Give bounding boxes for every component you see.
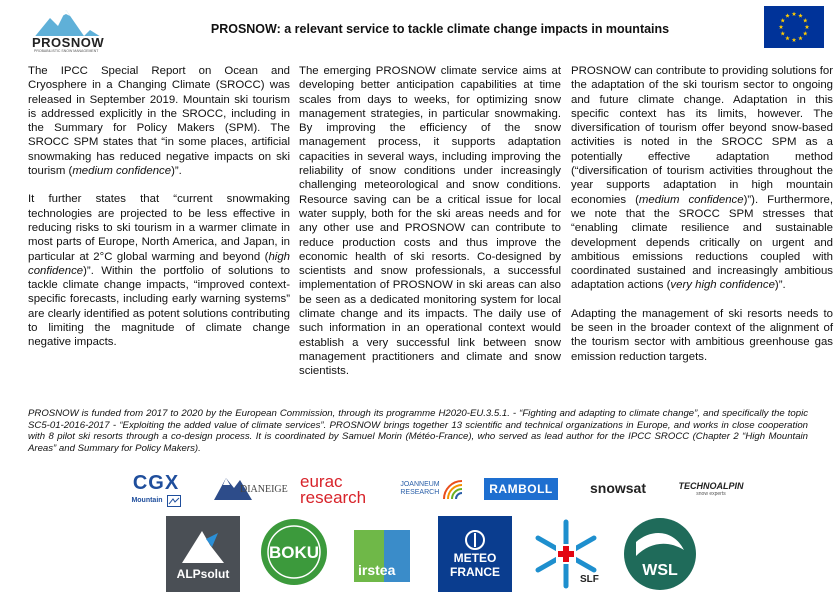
eu-flag-icon xyxy=(764,6,824,48)
prosnow-logo-tagline: PROBABILISTIC SNOW MANAGEMENT xyxy=(34,49,99,53)
prosnow-logo xyxy=(28,6,110,54)
eu-star-icon xyxy=(792,38,797,42)
eu-star-icon xyxy=(780,18,785,22)
alpsolut-mountain-icon xyxy=(178,527,228,567)
meteo-france-emblem-icon xyxy=(464,529,486,551)
irstea-logo xyxy=(354,530,410,582)
paragraph xyxy=(571,307,833,364)
body-text: Adapting the management of ski resorts needs to be seen in the broader context of the alignment of the tourism sector with ambitious greenhouse gas emission reduction targets. xyxy=(571,307,833,363)
paragraph xyxy=(299,64,561,379)
snowsat-logo xyxy=(584,476,652,500)
eu-star-icon xyxy=(803,18,808,22)
body-text: )”. xyxy=(171,165,182,178)
eu-star-icon xyxy=(785,36,790,40)
alpsolut-logo xyxy=(166,516,240,592)
meteo-france-logo-text-2: FRANCE xyxy=(450,565,500,579)
alpsolut-logo-text: ALPsolut xyxy=(176,567,230,581)
paragraph xyxy=(28,64,290,178)
body-text: PROSNOW can contribute to providing solutions for the adaptation of the ski tourism sector to ongoing and future climate change. Adaptation in this specific context has its limits, however. The diversification of tourism offer beyond snow-based activities is noted in the SROCC SPM as a potentially effective adaptation method (“diversification of tourism activities throughout the year supports adaptation in high mountain economies ( xyxy=(571,65,833,206)
eu-star-icon xyxy=(785,13,790,17)
eurac-logo-text-1: eurac xyxy=(300,472,343,491)
eu-star-icon xyxy=(803,31,808,35)
eu-star-icon xyxy=(805,25,810,29)
emphasis-text: medium confidence xyxy=(72,165,172,178)
column-2 xyxy=(299,64,561,393)
joanneum-logo-text-1: JOANNEUM xyxy=(400,481,440,488)
eu-star-icon xyxy=(798,13,803,17)
emphasis-text: very high confidence xyxy=(670,279,775,292)
ramboll-logo xyxy=(484,478,558,500)
ramboll-logo-text: RAMBOLL xyxy=(489,482,553,496)
page-title: PROSNOW: a relevant service to tackle climate change impacts in mountains xyxy=(210,22,670,36)
wsl-logo-text: WSL xyxy=(642,562,678,579)
body-text: )”. Within the portfolio of solutions to tackle climate change impacts, “improved context-specific forecasts, including early warning systems” are clearly identified as potent solutions contributing to limiting the magnitude of climate change negative impacts. xyxy=(28,264,290,349)
body-text: The IPCC Special Report on Ocean and Cryosphere in a Changing Climate (SROCC) was released in September 2019. Mountain ski tourism is addressed explicitly in the SROCC, including in the Summary for Policy Makers (SPM). The SROCC SPM states that “in some places, artificial snowmaking has reduced negative impacts on ski tourism ( xyxy=(28,65,290,178)
slf-logo xyxy=(528,516,604,592)
eu-star-icon xyxy=(798,36,803,40)
meteo-france-logo xyxy=(438,516,512,592)
emphasis-text: high confidence xyxy=(28,250,290,277)
cgx-logo-sub: Mountain xyxy=(131,497,163,504)
eu-star-icon xyxy=(779,25,784,29)
body-text: )”. xyxy=(774,279,786,292)
joanneum-logo xyxy=(392,473,472,505)
dianeige-logo xyxy=(212,470,286,506)
technoalpin-logo-sub: snow experts xyxy=(696,491,726,497)
slf-logo-text: SLF xyxy=(580,574,599,585)
wsl-logo xyxy=(622,516,698,592)
cgx-logo-text: CGX xyxy=(132,471,180,494)
cgx-logo xyxy=(118,466,194,512)
body-text: It further states that “current snowmaking technologies are projected to be less effective in reducing risks to ski tourism in a warmer climate in most parts of Europe, North America, and Japan, in particular at 2°C global warming and beyond ( xyxy=(28,193,290,263)
technoalpin-logo-text: TECHNOALPIN xyxy=(678,481,744,491)
boku-logo-text: BOKU xyxy=(268,543,320,562)
joanneum-arcs-icon xyxy=(440,477,464,501)
snowsat-logo-text: snowsat xyxy=(589,480,646,496)
paragraph xyxy=(28,192,290,349)
paragraph xyxy=(571,64,833,293)
eu-star-icon xyxy=(792,12,797,16)
emphasis-text: medium confidence xyxy=(638,193,744,206)
body-text: )”). Furthermore, we note that the SROCC SPM stresses that “enabling climate resilience and sustainable development depends critically on urgent and ambitious emissions reductions coupled with coordinated sustained and increasingly ambitious adaptation actions ( xyxy=(571,193,833,292)
eurac-logo-text-2: research xyxy=(300,488,367,507)
body-text: The emerging PROSNOW climate service aims at developing better anticipation capabilities at time scales from days to weeks, for optimizing snow management strategies, in particular snowmaking. By improving the efficiency of the snow management process, it supports adaptation capacities in several ways, including improving the reliability of snow conditions under increasingly challenging meteorological and snow conditions. Resource saving can be a critical issue for local water supply, both for the ski areas needs and for any other use and PROSNOW can contribute to reduce production costs and thus improve the economic health of ski resorts. Co-designed by scientists and snow professionals, a successful implementation of PROSNOW in ski areas can also be seen as a dedicated monitoring system for local climate change and its impacts. The daily use of such information in an operational context would establish a very successful link between snow management practitioners and climate and snow scientists. xyxy=(299,65,561,378)
eu-star-icon xyxy=(780,31,785,35)
boku-logo xyxy=(258,516,330,588)
technoalpin-logo xyxy=(666,476,756,502)
column-1 xyxy=(28,64,290,364)
funding-footnote: PROSNOW is funded from 2017 to 2020 by the European Commission, through its programme H2020-EU.3.5.1. - “Fighting and adapting to climate change”, and specifically the topic SC5-01-2016-2017 - “Exploiting the added value of climate services”. PROSNOW brings together 13 scientific and technical organizations in Europe, and works in close cooperation with 8 pilot ski resorts through a co-design process. It is coordinated by Samuel Morin (Météo-France), who served as lead author for the IPCC SROCC (Chapter 2 “High Mountain Areas” and Summary for Policy Makers). xyxy=(28,408,808,454)
prosnow-logo-text: PROSNOW xyxy=(32,35,105,50)
cgx-mountain-icon xyxy=(167,495,181,507)
wsl-leaf-icon xyxy=(622,516,698,592)
dianeige-logo-text: DIANEIGE xyxy=(240,484,288,495)
column-3 xyxy=(571,64,833,378)
meteo-france-logo-text-1: METEO xyxy=(453,551,497,565)
eurac-logo xyxy=(300,470,384,510)
joanneum-logo-text-2: RESEARCH xyxy=(400,489,440,496)
irstea-logo-text: irstea xyxy=(358,562,396,578)
